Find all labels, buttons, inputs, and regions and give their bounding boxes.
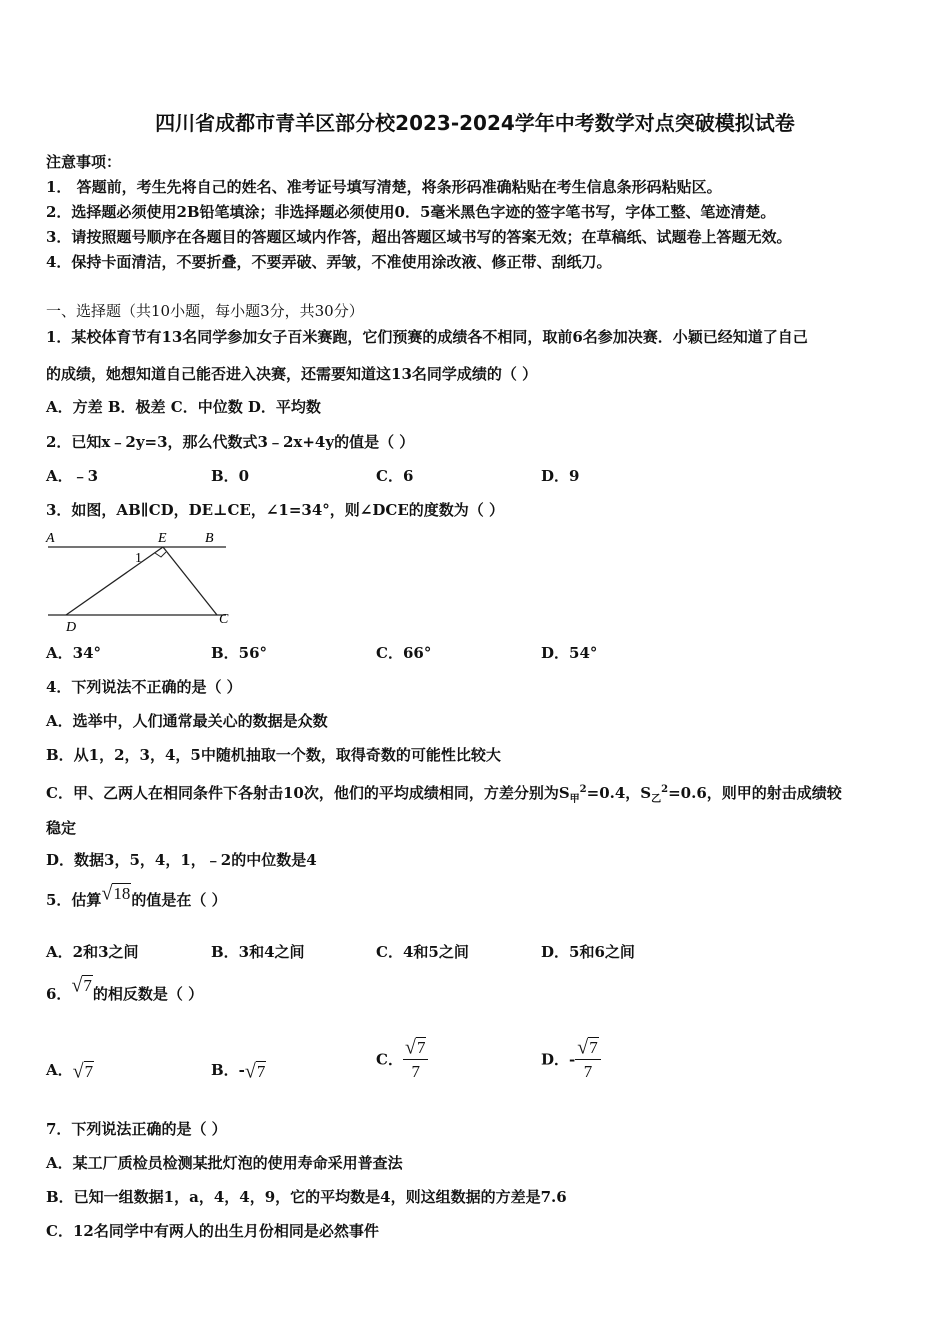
q6-b-sqrt — [245, 1061, 266, 1082]
q6-option-c — [376, 1037, 428, 1082]
q6-c-sqrt — [405, 1037, 426, 1058]
note-item-3: 3．请按照题号顺序在各题目的答题区域内作答，超出答题区域书写的答案无效；在草稿纸、试题卷上答题无效。 — [46, 228, 792, 246]
page-title: 四川省成都市青羊区部分校2023-2024学年中考数学对点突破模拟试卷 — [155, 111, 795, 135]
q6-c-denominator: 7 — [411, 1061, 420, 1081]
q6-radicand: 7 — [83, 975, 92, 995]
radical-sign-icon: √ — [404, 1036, 416, 1059]
q5-option-c: C．4和5之间 — [376, 943, 469, 961]
label-e: E — [158, 531, 167, 546]
q4-c-part2: =0.4，S — [586, 784, 652, 802]
q4-c-sub2: 乙 — [651, 794, 662, 805]
q2-option-b: B．0 — [211, 467, 250, 485]
right-angle-mark — [155, 552, 166, 557]
q1-stem-line2: 的成绩，她想知道自己能否进入决赛，还需要知道这13名同学成绩的（ ） — [46, 365, 538, 383]
q6-stem — [46, 974, 204, 1006]
label-b: B — [205, 531, 214, 546]
q4-option-b: B．从1，2，3，4，5中随机抽取一个数，取得奇数的可能性比较大 — [46, 746, 501, 764]
q6-a-radicand: 7 — [84, 1061, 94, 1081]
q3-geometry-figure — [44, 527, 234, 637]
q2-stem: 2．已知x﹣2y=3，那么代数式3﹣2x+4y的值是（ ） — [46, 433, 415, 451]
q4-c-sub1: 甲 — [569, 794, 580, 805]
note-item-2: 2．选择题必须使用2B铅笔填涂；非选择题必须使用0．5毫米黑色字迹的签字笔书写，字体工整、笔迹清楚。 — [46, 203, 776, 221]
q6-b-label: B．- — [211, 1061, 245, 1079]
q4-stem: 4．下列说法不正确的是（ ） — [46, 678, 242, 696]
radical-sign-icon: √ — [71, 974, 83, 997]
note-item-4: 4．保持卡面清洁，不要折叠，不要弄破、弄皱，不准使用涂改液、修正带、刮纸刀。 — [46, 253, 612, 271]
q6-d-numerator — [575, 1037, 600, 1060]
q6-suffix: 的相反数是（ ） — [92, 985, 204, 1003]
q6-sqrt — [71, 975, 92, 996]
q6-c-fraction — [403, 1037, 428, 1082]
q6-a-label: A． — [46, 1061, 73, 1079]
segment-de — [66, 547, 163, 615]
segment-ec — [163, 547, 217, 615]
radical-sign-icon: √ — [244, 1060, 256, 1083]
q4-c-part3: =0.6，则甲的射击成绩较 — [668, 784, 842, 802]
q5-suffix: 的值是在（ ） — [131, 891, 227, 909]
q2-option-d: D．9 — [541, 467, 580, 485]
notes-heading: 注意事项： — [46, 153, 122, 171]
label-c: C — [219, 612, 229, 627]
q3-option-d: D．54° — [541, 644, 598, 662]
q6-d-radicand: 7 — [589, 1037, 598, 1057]
note-item-1: 1． 答题前，考生先将自己的姓名、准考证号填写清楚，将条形码准确粘贴在考生信息条形码粘贴区。 — [46, 178, 722, 196]
q6-option-b — [211, 1060, 266, 1082]
q6-c-numerator — [403, 1037, 428, 1060]
q2-option-a: A．﹣3 — [46, 467, 99, 485]
q7-option-a: A．某工厂质检员检测某批灯泡的使用寿命采用普查法 — [46, 1154, 403, 1172]
q6-option-d — [541, 1037, 601, 1082]
q5-option-a: A．2和3之间 — [46, 943, 139, 961]
q6-option-a — [46, 1060, 94, 1082]
q7-stem: 7．下列说法正确的是（ ） — [46, 1120, 227, 1138]
q4-option-d: D．数据3，5，4，1，﹣2的中位数是4 — [46, 851, 317, 869]
radical-sign-icon: √ — [577, 1036, 589, 1059]
q3-option-c: C．66° — [376, 644, 432, 662]
section-heading: 一、选择题（共10小题，每小题3分，共30分） — [46, 302, 364, 320]
q4-option-c-continued: 稳定 — [46, 819, 77, 837]
q5-stem — [46, 882, 227, 912]
q7-option-b: B．已知一组数据1，a，4，4，9，它的平均数是4，则这组数据的方差是7.6 — [46, 1188, 567, 1206]
q6-d-denominator: 7 — [583, 1061, 593, 1081]
q3-stem: 3．如图，AB∥CD，DE⊥CE，∠1=34°，则∠DCE的度数为（ ） — [46, 501, 504, 519]
q2-option-c: C．6 — [376, 467, 414, 485]
q4-option-c — [46, 780, 842, 810]
q6-c-radicand: 7 — [416, 1037, 426, 1057]
q7-option-c: C．12名同学中有两人的出生月份相同是必然事件 — [46, 1222, 379, 1240]
q5-sqrt — [101, 883, 131, 904]
q1-options: A．方差 B．极差 C．中位数 D．平均数 — [46, 398, 321, 416]
q1-stem-line1: 1．某校体育节有13名同学参加女子百米赛跑，它们预赛的成绩各不相同，取前6名参加决赛．小颖已经知道了自己 — [46, 328, 808, 346]
q5-option-b: B．3和4之间 — [211, 943, 305, 961]
q5-option-d: D．5和6之间 — [541, 943, 635, 961]
q6-d-fraction — [575, 1037, 600, 1082]
q5-radicand: 18 — [113, 883, 131, 903]
q4-c-sup2: 2 — [661, 784, 669, 795]
radical-sign-icon: √ — [72, 1060, 84, 1083]
q4-option-a: A．选举中，人们通常最关心的数据是众数 — [46, 712, 328, 730]
label-d: D — [66, 620, 77, 635]
q3-option-b: B．56° — [211, 644, 268, 662]
q6-prefix: 6． — [46, 985, 72, 1003]
q6-b-radicand: 7 — [256, 1061, 266, 1081]
label-a: A — [46, 531, 55, 546]
q5-prefix: 5．估算 — [46, 891, 102, 909]
q6-c-label: C． — [376, 1050, 403, 1069]
q6-d-sqrt — [577, 1037, 598, 1058]
q4-c-part1: C．甲、乙两人在相同条件下各射击10次，他们的平均成绩相同，方差分别为S — [46, 784, 570, 802]
label-angle-1: 1 — [135, 551, 142, 566]
q4-c-sup1: 2 — [579, 784, 587, 795]
q3-option-a: A．34° — [46, 644, 102, 662]
q6-d-label: D．- — [541, 1050, 576, 1069]
radical-sign-icon: √ — [101, 882, 113, 905]
q6-a-sqrt — [73, 1061, 94, 1082]
